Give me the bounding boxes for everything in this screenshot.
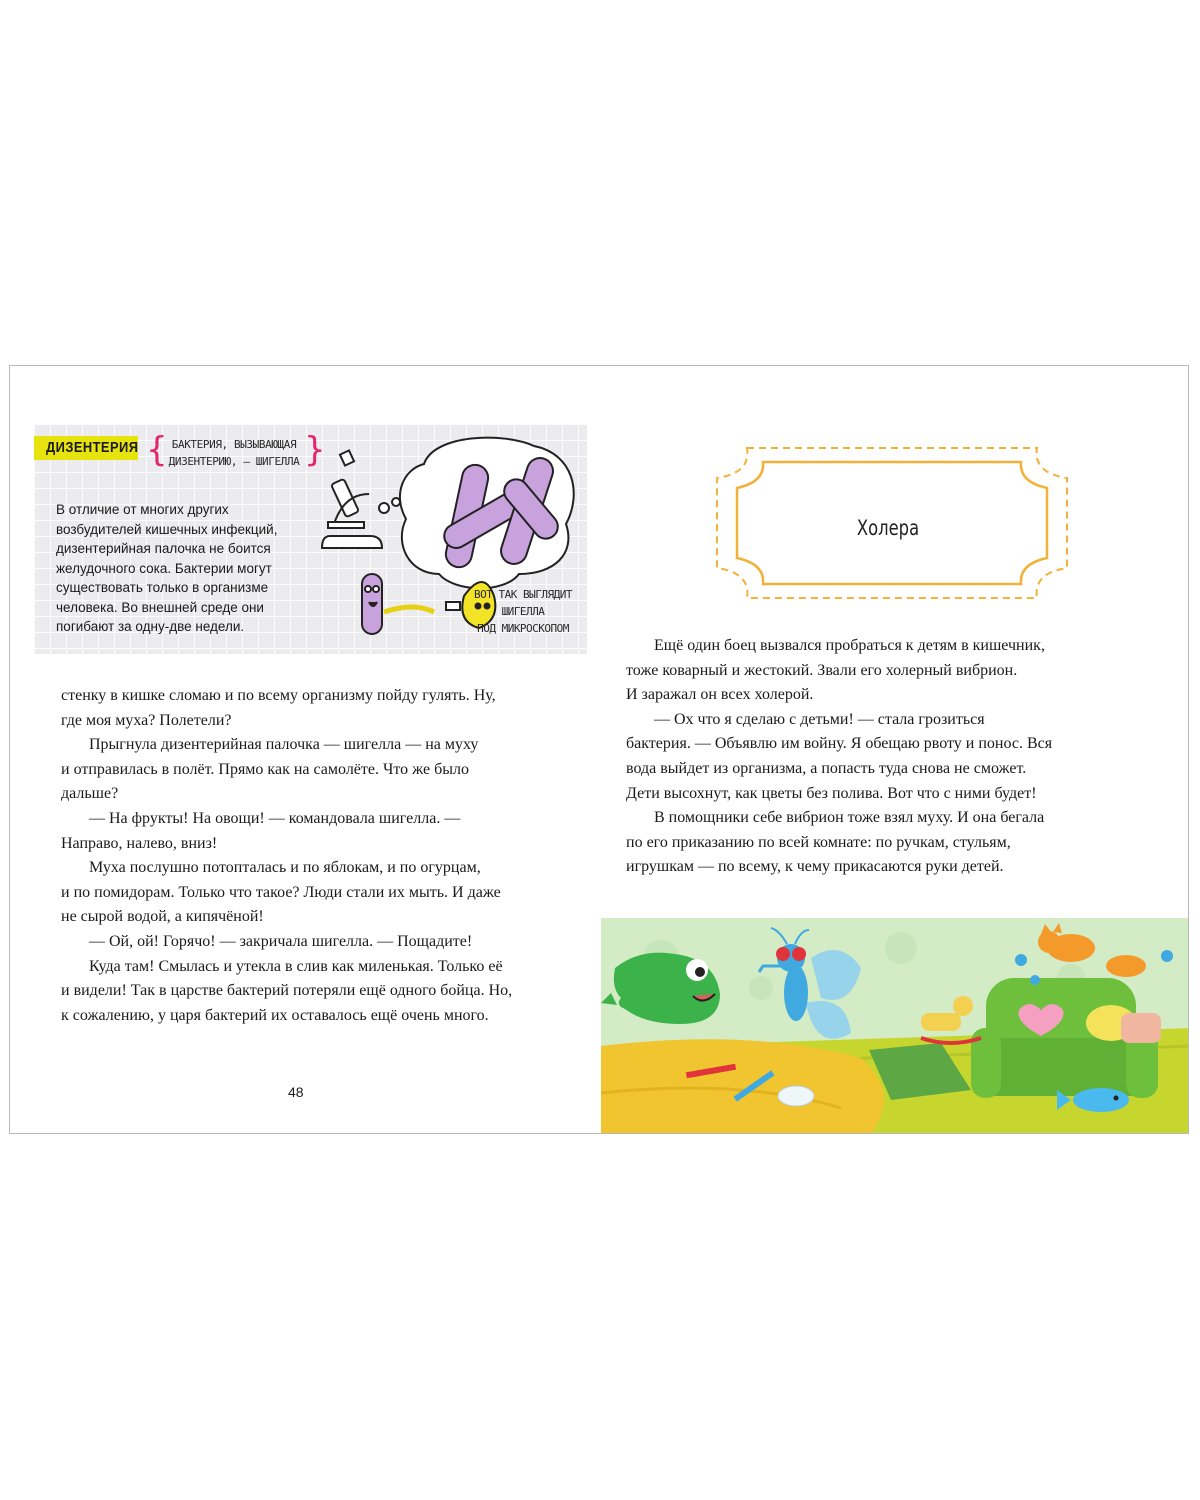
infobox-tag: ДИЗЕНТЕРИЯ bbox=[34, 436, 138, 460]
chapter-title: Холера bbox=[856, 516, 920, 540]
left-page-text: стенку в кишке сломаю и по всему организму пойду гулять. Ну, где моя муха? Полетели? Прыгнула дизентерийная палочка — шигелла — на муху и отправилась в полёт. Прямо как на самолёте. Что же было дальше? — На фрукты! На овощи! — командовала шигелла. — Направо, налево, вниз! Муха послушно потопталась и по яблокам, и по огурцам, и по помидорам. Только что такое? Люди стали их мыть. И даже не сырой водой, а кипячёной! — Ой, ой! Горячо! — закричала шигелла. — Пощадите! Куда там! Смылась и утекла в слив как миленькая. Только её и видели! Так в царстве бактерий потеряли ещё одного бойца. Но, к сожалению, у царя бактерий их оставалось ещё очень много. bbox=[61, 687, 513, 1024]
striped-cat bbox=[1106, 955, 1146, 977]
right-page-text: Ещё один боец вызвался пробраться к детям в кишечник, тоже коварный и жестокий. Звали его холерный вибрион. И заражал он всех холерой. — Ох что я сделаю с детьми! — стала грозиться бактерия. — Объявлю им войну. Я обещаю рвоту и понос. Вся вода выйдет из организма, а попасть туда снова не сможет. Дети высохнут, как цветы без полива. Вот что с ними будет! В помощники себе вибрион тоже взял муху. И она бегала по его приказанию по всей комнате: по ручкам, стульям, игрушкам — по всему, к чему прикасаются руки детей. bbox=[626, 637, 1053, 876]
book-spread bbox=[9, 365, 1189, 1134]
infobox-text: В отличие от многих других возбудителей кишечных инфекций, дизентерийная палочка не боится желудочного сока. Бактерии могут существовать только в организме человека. Во внешней среде они погибают за одну-две недели. bbox=[56, 502, 278, 634]
page-number: 48 bbox=[288, 1084, 304, 1100]
bacteria-character bbox=[362, 574, 434, 634]
microscope-icon bbox=[322, 450, 400, 548]
microscope-caption: ВОТ ТАК ВЫГЛЯДИТ ШИГЕЛЛА ПОД МИКРОСКОПОМ bbox=[474, 588, 572, 635]
infobox-caption: БАКТЕРИЯ, ВЫЗЫВАЮЩАЯ ДИЗЕНТЕРИЮ, — ШИГЕЛЛА bbox=[168, 438, 300, 468]
right-brace: } bbox=[304, 430, 326, 470]
table bbox=[601, 1039, 884, 1134]
room-illustration bbox=[601, 918, 1189, 1134]
eraser bbox=[778, 1086, 814, 1106]
dysentery-infobox bbox=[34, 424, 587, 654]
left-brace: { bbox=[146, 430, 168, 470]
